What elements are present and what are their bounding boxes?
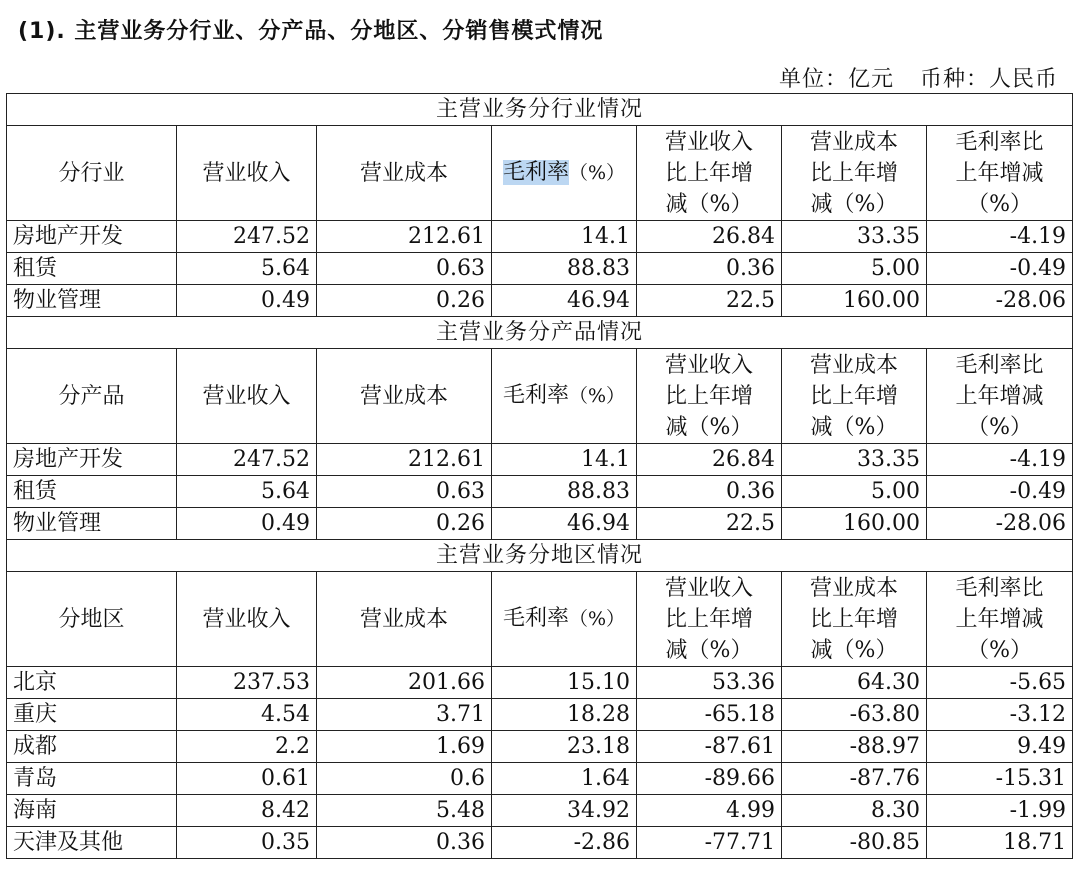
table-row — [7, 285, 1073, 317]
cost-change-cell: 8.30 — [782, 795, 927, 827]
margin-change-cell: -28.06 — [927, 508, 1073, 540]
cost-change-cell: 5.00 — [782, 253, 927, 285]
first-column-header: 分地区 — [7, 572, 177, 667]
revenue-cell: 0.49 — [177, 285, 317, 317]
cost-change-header-line-1: 营业成本 — [809, 352, 898, 378]
cost-change-header-line-1: 营业成本 — [809, 575, 898, 601]
revenue-cell: 8.42 — [177, 795, 317, 827]
cost-header: 营业成本 — [317, 126, 492, 221]
revenue-change-header-line-2: 比上年增 — [664, 160, 753, 186]
section-title-row — [7, 94, 1073, 126]
gross-margin-header — [492, 349, 637, 444]
row-name-cell: 物业管理 — [7, 285, 177, 317]
revenue-cell: 0.35 — [177, 827, 317, 859]
table-row — [7, 763, 1073, 795]
margin-change-cell: 9.49 — [927, 731, 1073, 763]
cost-change-cell: -63.80 — [782, 699, 927, 731]
gross-margin-label: 毛利率 — [502, 160, 569, 185]
gross-margin-label: 毛利率 — [502, 606, 569, 631]
currency-label: 币种：人民币 — [919, 67, 1058, 92]
cost-cell: 212.61 — [317, 221, 492, 253]
margin-change-header-line-2: 上年增减 — [955, 606, 1044, 632]
first-column-header: 分产品 — [7, 349, 177, 444]
revenue-cell: 0.61 — [177, 763, 317, 795]
gross-margin-cell: 14.1 — [492, 444, 637, 476]
cost-change-cell: 5.00 — [782, 476, 927, 508]
revenue-cell: 0.49 — [177, 508, 317, 540]
row-name-cell: 北京 — [7, 667, 177, 699]
revenue-change-cell: 4.99 — [637, 795, 782, 827]
table-row — [7, 508, 1073, 540]
cost-cell: 3.71 — [317, 699, 492, 731]
gross-margin-cell: 23.18 — [492, 731, 637, 763]
cost-change-header-line-2: 比上年增 — [809, 383, 898, 409]
revenue-change-header-line-2: 比上年增 — [664, 606, 753, 632]
revenue-change-cell: -77.71 — [637, 827, 782, 859]
revenue-change-cell: 0.36 — [637, 253, 782, 285]
table-row — [7, 444, 1073, 476]
cost-change-header-line-2: 比上年增 — [809, 160, 898, 186]
cost-change-header-line-3: 减（%） — [810, 637, 898, 663]
column-header-row — [7, 572, 1073, 667]
margin-change-cell: -3.12 — [927, 699, 1073, 731]
table-row — [7, 476, 1073, 508]
section-title-row — [7, 540, 1073, 572]
row-name-cell: 租赁 — [7, 476, 177, 508]
revenue-change-header-line-1: 营业收入 — [664, 352, 753, 378]
gross-margin-cell: 46.94 — [492, 285, 637, 317]
margin-change-header-line-1: 毛利率比 — [955, 129, 1044, 155]
table-row — [7, 731, 1073, 763]
cost-header: 营业成本 — [317, 572, 492, 667]
margin-change-header-line-3: （%） — [967, 414, 1032, 440]
cost-change-header-line-3: 减（%） — [810, 414, 898, 440]
row-name-cell: 房地产开发 — [7, 444, 177, 476]
revenue-change-cell: -87.61 — [637, 731, 782, 763]
cost-change-cell: -87.76 — [782, 763, 927, 795]
main-business-table — [6, 93, 1073, 859]
cost-cell: 201.66 — [317, 667, 492, 699]
table-row — [7, 253, 1073, 285]
row-name-cell: 青岛 — [7, 763, 177, 795]
revenue-cell: 237.53 — [177, 667, 317, 699]
gross-margin-cell: 18.28 — [492, 699, 637, 731]
gross-margin-cell: 88.83 — [492, 253, 637, 285]
margin-change-cell: -1.99 — [927, 795, 1073, 827]
column-header-row — [7, 126, 1073, 221]
cost-cell: 0.26 — [317, 285, 492, 317]
row-name-cell: 物业管理 — [7, 508, 177, 540]
cost-cell: 0.26 — [317, 508, 492, 540]
table-row — [7, 667, 1073, 699]
section-title-row — [7, 317, 1073, 349]
cost-cell: 5.48 — [317, 795, 492, 827]
gross-margin-cell: 46.94 — [492, 508, 637, 540]
row-name-cell: 成都 — [7, 731, 177, 763]
table-body — [7, 94, 1073, 859]
cost-change-cell: -88.97 — [782, 731, 927, 763]
gross-margin-unit: （%） — [568, 162, 626, 184]
row-name-cell: 天津及其他 — [7, 827, 177, 859]
row-name-cell: 海南 — [7, 795, 177, 827]
margin-change-cell: -0.49 — [927, 253, 1073, 285]
table-row — [7, 221, 1073, 253]
cost-cell: 0.63 — [317, 476, 492, 508]
section-title: 主营业务分地区情况 — [7, 540, 1073, 572]
cost-change-header — [782, 349, 927, 444]
section-title: 主营业务分产品情况 — [7, 317, 1073, 349]
cost-change-header — [782, 572, 927, 667]
margin-change-header-line-3: （%） — [967, 637, 1032, 663]
revenue-change-header — [637, 126, 782, 221]
revenue-header: 营业收入 — [177, 349, 317, 444]
gross-margin-cell: -2.86 — [492, 827, 637, 859]
revenue-change-cell: 26.84 — [637, 221, 782, 253]
revenue-change-header-line-3: 减（%） — [665, 637, 753, 663]
margin-change-cell: -28.06 — [927, 285, 1073, 317]
gross-margin-unit: （%） — [568, 385, 626, 407]
cost-change-cell: 160.00 — [782, 508, 927, 540]
gross-margin-cell: 14.1 — [492, 221, 637, 253]
cost-header: 营业成本 — [317, 349, 492, 444]
cost-cell: 1.69 — [317, 731, 492, 763]
margin-change-header-line-1: 毛利率比 — [955, 575, 1044, 601]
cost-change-header — [782, 126, 927, 221]
revenue-change-header-line-1: 营业收入 — [664, 129, 753, 155]
section-title: 主营业务分行业情况 — [7, 94, 1073, 126]
revenue-change-cell: 22.5 — [637, 285, 782, 317]
row-name-cell: 房地产开发 — [7, 221, 177, 253]
revenue-change-header-line-3: 减（%） — [665, 414, 753, 440]
cost-change-cell: 160.00 — [782, 285, 927, 317]
revenue-change-cell: 53.36 — [637, 667, 782, 699]
gross-margin-cell: 88.83 — [492, 476, 637, 508]
revenue-change-header-line-3: 减（%） — [665, 191, 753, 217]
margin-change-cell: 18.71 — [927, 827, 1073, 859]
gross-margin-unit: （%） — [568, 608, 626, 630]
margin-change-cell: -5.65 — [927, 667, 1073, 699]
revenue-change-cell: -89.66 — [637, 763, 782, 795]
cost-change-cell: 64.30 — [782, 667, 927, 699]
margin-change-header-line-3: （%） — [967, 191, 1032, 217]
table-row — [7, 795, 1073, 827]
gross-margin-cell: 34.92 — [492, 795, 637, 827]
revenue-change-header-line-2: 比上年增 — [664, 383, 753, 409]
revenue-change-header — [637, 349, 782, 444]
revenue-change-cell: 22.5 — [637, 508, 782, 540]
revenue-header: 营业收入 — [177, 572, 317, 667]
first-column-header: 分行业 — [7, 126, 177, 221]
gross-margin-cell: 1.64 — [492, 763, 637, 795]
margin-change-header — [927, 126, 1073, 221]
cost-change-header-line-2: 比上年增 — [809, 606, 898, 632]
cost-cell: 212.61 — [317, 444, 492, 476]
revenue-change-cell: 26.84 — [637, 444, 782, 476]
column-header-row — [7, 349, 1073, 444]
row-name-cell: 重庆 — [7, 699, 177, 731]
gross-margin-header — [492, 572, 637, 667]
cost-change-cell: 33.35 — [782, 444, 927, 476]
cost-change-header-line-1: 营业成本 — [809, 129, 898, 155]
margin-change-header — [927, 572, 1073, 667]
cost-cell: 0.63 — [317, 253, 492, 285]
unit-currency-line — [753, 62, 1058, 93]
margin-change-cell: -4.19 — [927, 444, 1073, 476]
revenue-cell: 4.54 — [177, 699, 317, 731]
revenue-change-cell: -65.18 — [637, 699, 782, 731]
margin-change-header-line-1: 毛利率比 — [955, 352, 1044, 378]
table-row — [7, 699, 1073, 731]
gross-margin-cell: 15.10 — [492, 667, 637, 699]
revenue-change-header-line-1: 营业收入 — [664, 575, 753, 601]
revenue-cell: 247.52 — [177, 444, 317, 476]
cost-cell: 0.36 — [317, 827, 492, 859]
margin-change-header — [927, 349, 1073, 444]
cost-cell: 0.6 — [317, 763, 492, 795]
unit-label: 单位：亿元 — [778, 67, 894, 92]
revenue-change-cell: 0.36 — [637, 476, 782, 508]
revenue-cell: 247.52 — [177, 221, 317, 253]
document-heading: (1). 主营业务分行业、分产品、分地区、分销售模式情况 — [18, 19, 604, 44]
revenue-cell: 5.64 — [177, 476, 317, 508]
revenue-cell: 2.2 — [177, 731, 317, 763]
revenue-cell: 5.64 — [177, 253, 317, 285]
table-row — [7, 827, 1073, 859]
gross-margin-label: 毛利率 — [502, 383, 569, 408]
margin-change-cell: -0.49 — [927, 476, 1073, 508]
revenue-header: 营业收入 — [177, 126, 317, 221]
margin-change-header-line-2: 上年增减 — [955, 160, 1044, 186]
margin-change-header-line-2: 上年增减 — [955, 383, 1044, 409]
cost-change-cell: 33.35 — [782, 221, 927, 253]
gross-margin-header — [492, 126, 637, 221]
margin-change-cell: -4.19 — [927, 221, 1073, 253]
revenue-change-header — [637, 572, 782, 667]
row-name-cell: 租赁 — [7, 253, 177, 285]
cost-change-header-line-3: 减（%） — [810, 191, 898, 217]
cost-change-cell: -80.85 — [782, 827, 927, 859]
margin-change-cell: -15.31 — [927, 763, 1073, 795]
